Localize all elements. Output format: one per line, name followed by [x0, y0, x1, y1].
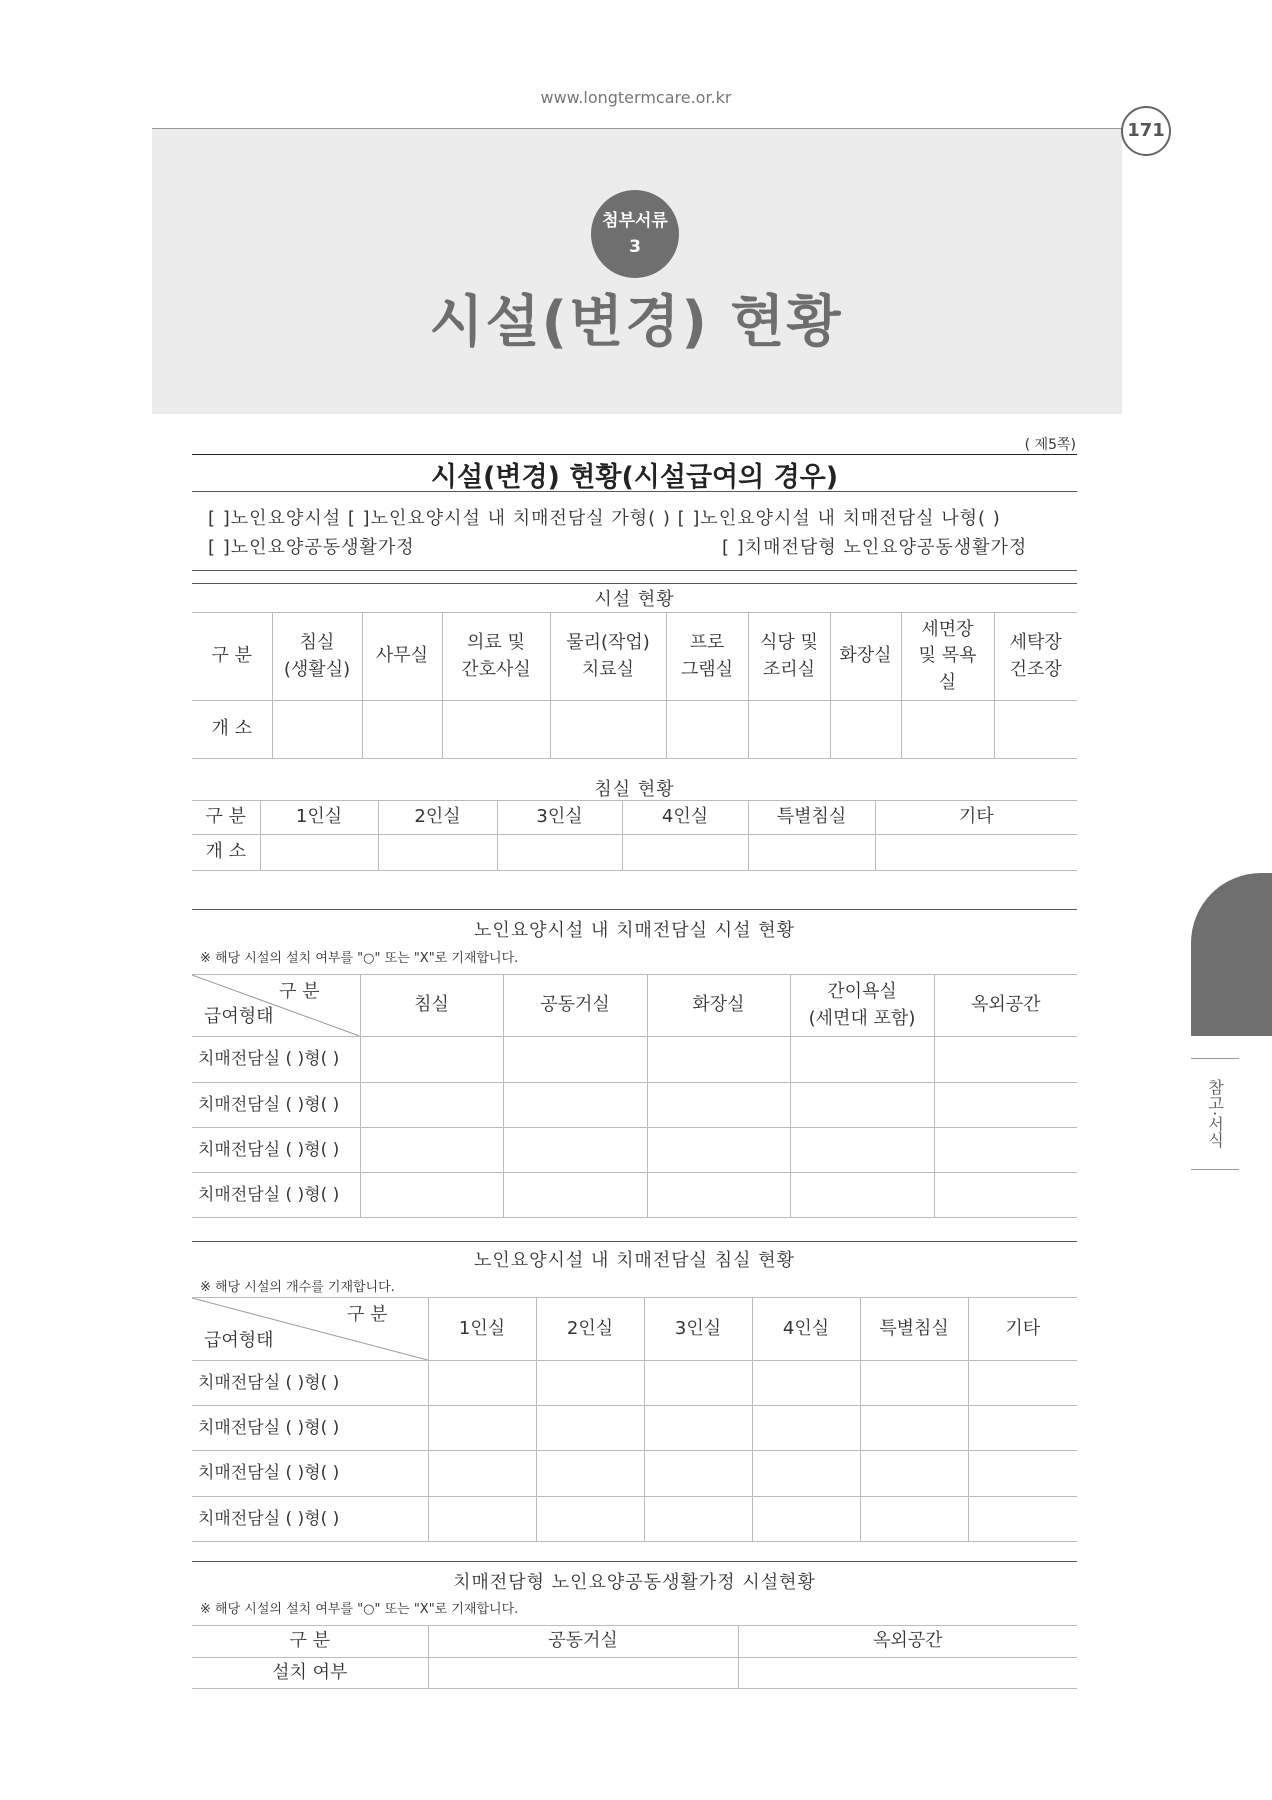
input-cell[interactable]: [536, 1497, 644, 1542]
input-cell[interactable]: [934, 1083, 1077, 1128]
dementia-facility-title: 노인요양시설 내 치매전담실 시설 현황: [473, 920, 796, 941]
col-therapy: 물리(작업) 치료실: [550, 613, 666, 701]
input-cell[interactable]: [752, 1497, 860, 1542]
row-label: 치매전담실 ( )형( ): [192, 1173, 360, 1218]
input-cell[interactable]: [738, 1658, 1077, 1689]
input-cell[interactable]: [752, 1406, 860, 1451]
col-bedroom: 침실: [360, 975, 503, 1037]
col-toilet: 화장실: [647, 975, 790, 1037]
input-cell[interactable]: [360, 1083, 503, 1128]
row-label: 치매전담실 ( )형( ): [192, 1451, 428, 1497]
input-cell[interactable]: [536, 1406, 644, 1451]
col-1person: 1인실: [260, 801, 378, 835]
col-4person: 4인실: [752, 1298, 860, 1361]
input-cell[interactable]: [647, 1128, 790, 1173]
col-category: 구 분: [192, 1626, 428, 1658]
diagonal-header: [192, 1298, 428, 1361]
col-dining: 식당 및 조리실: [748, 613, 830, 701]
input-cell[interactable]: [860, 1361, 968, 1406]
input-cell[interactable]: [503, 1128, 647, 1173]
form-page-note: ( 제5쪽): [1024, 437, 1076, 453]
input-cell[interactable]: [272, 701, 362, 759]
input-cell[interactable]: [875, 835, 1077, 871]
dementia-bedroom-title: 노인요양시설 내 치매전담실 침실 현황: [473, 1250, 796, 1271]
diag-bottom-label: 급여형태: [204, 1005, 274, 1027]
col-simple-bath: 간이욕실 (세면대 포함): [790, 975, 934, 1037]
facility-status-table: [192, 612, 1077, 759]
row-label: 치매전담실 ( )형( ): [192, 1128, 360, 1173]
attachment-badge: [591, 190, 679, 278]
input-cell[interactable]: [830, 701, 901, 759]
input-cell[interactable]: [934, 1128, 1077, 1173]
input-cell[interactable]: [428, 1406, 536, 1451]
divider: [192, 1241, 1077, 1242]
diag-bottom-label: 급여형태: [204, 1329, 274, 1351]
divider: [192, 583, 1077, 584]
divider: [192, 1561, 1077, 1562]
row-installed-label: 설치 여부: [192, 1658, 428, 1689]
row-label: 치매전담실 ( )형( ): [192, 1406, 428, 1451]
input-cell[interactable]: [428, 1451, 536, 1497]
form-title: 시설(변경) 현황(시설급여의 경우): [430, 462, 839, 493]
group-home-table: [192, 1625, 1077, 1689]
input-cell[interactable]: [644, 1451, 752, 1497]
col-office: 사무실: [362, 613, 442, 701]
input-cell[interactable]: [260, 835, 378, 871]
input-cell[interactable]: [536, 1361, 644, 1406]
input-cell[interactable]: [644, 1406, 752, 1451]
col-category: 구 분: [192, 613, 272, 701]
input-cell[interactable]: [860, 1406, 968, 1451]
dementia-facility-note: ※ 해당 시설의 설치 여부를 "○" 또는 "X"로 기재합니다.: [200, 951, 519, 966]
input-cell[interactable]: [360, 1173, 503, 1218]
input-cell[interactable]: [497, 835, 622, 871]
diagonal-header: [192, 975, 360, 1037]
input-cell[interactable]: [968, 1406, 1077, 1451]
input-cell[interactable]: [428, 1497, 536, 1542]
diag-top-label: 구 분: [279, 981, 320, 1002]
col-outdoor: 옥외공간: [738, 1626, 1077, 1658]
col-category: 구 분: [192, 801, 260, 835]
col-bedroom: 침실 (생활실): [272, 613, 362, 701]
col-3person: 3인실: [644, 1298, 752, 1361]
input-cell[interactable]: [647, 1037, 790, 1083]
row-label: 치매전담실 ( )형( ): [192, 1037, 360, 1083]
input-cell[interactable]: [968, 1451, 1077, 1497]
col-nursing: 의료 및 간호사실: [442, 613, 550, 701]
col-toilet: 화장실: [830, 613, 901, 701]
input-cell[interactable]: [860, 1451, 968, 1497]
bedroom-status-table: [192, 800, 1077, 871]
page-number: 171: [1121, 106, 1171, 156]
input-cell[interactable]: [644, 1497, 752, 1542]
input-cell[interactable]: [362, 701, 442, 759]
col-outdoor: 옥외공간: [934, 975, 1077, 1037]
input-cell[interactable]: [752, 1361, 860, 1406]
facility-type-checkboxes-1[interactable]: [ ]노인요양시설 [ ]노인요양시설 내 치매전담실 가형( ) [ ]노인요양시설 내 치매전담실 나형( ): [208, 508, 1001, 529]
input-cell[interactable]: [536, 1451, 644, 1497]
side-label: 참고·서식: [1191, 1058, 1239, 1170]
col-common-living: 공동거실: [428, 1626, 738, 1658]
input-cell[interactable]: [790, 1173, 934, 1218]
input-cell[interactable]: [994, 701, 1077, 759]
input-cell[interactable]: [666, 701, 748, 759]
col-bath: 세면장 및 목욕 실: [901, 613, 994, 701]
input-cell[interactable]: [503, 1173, 647, 1218]
col-common-living: 공동거실: [503, 975, 647, 1037]
divider: [192, 909, 1077, 910]
checkbox-dementia-group-home[interactable]: [ ]치매전담형 노인요양공동생활가정: [722, 537, 1028, 558]
input-cell[interactable]: [647, 1083, 790, 1128]
input-cell[interactable]: [748, 835, 875, 871]
badge-label: 첨부서류: [602, 211, 668, 231]
input-cell[interactable]: [360, 1037, 503, 1083]
side-tab: [1191, 873, 1272, 1036]
col-program: 프로 그램실: [666, 613, 748, 701]
dementia-bedroom-table: [192, 1297, 1077, 1542]
input-cell[interactable]: [378, 835, 497, 871]
dementia-facility-table: [192, 974, 1077, 1218]
input-cell[interactable]: [428, 1658, 738, 1689]
input-cell[interactable]: [901, 701, 994, 759]
group-home-note: ※ 해당 시설의 설치 여부를 "○" 또는 "X"로 기재합니다.: [200, 1602, 519, 1617]
checkbox-group-home[interactable]: [ ]노인요양공동생활가정: [208, 537, 415, 558]
input-cell[interactable]: [934, 1037, 1077, 1083]
input-cell[interactable]: [442, 701, 550, 759]
col-other: 기타: [875, 801, 1077, 835]
divider: [192, 570, 1077, 571]
input-cell[interactable]: [550, 701, 666, 759]
col-4person: 4인실: [622, 801, 748, 835]
input-cell[interactable]: [622, 835, 748, 871]
input-cell[interactable]: [503, 1083, 647, 1128]
group-home-title: 치매전담형 노인요양공동생활가정 시설현황: [453, 1572, 816, 1593]
row-count-label: 개 소: [192, 701, 272, 759]
row-label: 치매전담실 ( )형( ): [192, 1083, 360, 1128]
input-cell[interactable]: [790, 1037, 934, 1083]
facility-status-title: 시설 현황: [594, 589, 675, 610]
input-cell[interactable]: [860, 1497, 968, 1542]
row-count-label: 개 소: [192, 835, 260, 871]
input-cell[interactable]: [934, 1173, 1077, 1218]
col-special: 특별침실: [748, 801, 875, 835]
input-cell[interactable]: [790, 1128, 934, 1173]
input-cell[interactable]: [428, 1361, 536, 1406]
col-3person: 3인실: [497, 801, 622, 835]
input-cell[interactable]: [647, 1173, 790, 1218]
input-cell[interactable]: [790, 1083, 934, 1128]
row-label: 치매전담실 ( )형( ): [192, 1361, 428, 1406]
input-cell[interactable]: [503, 1037, 647, 1083]
diag-top-label: 구 분: [347, 1304, 388, 1325]
badge-number: 3: [629, 237, 641, 257]
input-cell[interactable]: [748, 701, 830, 759]
dementia-bedroom-note: ※ 해당 시설의 개수를 기재합니다.: [200, 1280, 395, 1295]
row-label: 치매전담실 ( )형( ): [192, 1497, 428, 1542]
col-laundry: 세탁장 건조장: [994, 613, 1077, 701]
col-2person: 2인실: [378, 801, 497, 835]
page-title: 시설(변경) 현황: [429, 290, 843, 355]
bedroom-status-title: 침실 현황: [594, 779, 675, 800]
input-cell[interactable]: [968, 1361, 1077, 1406]
input-cell[interactable]: [968, 1497, 1077, 1542]
col-special: 특별침실: [860, 1298, 968, 1361]
col-2person: 2인실: [536, 1298, 644, 1361]
divider: [192, 491, 1077, 492]
input-cell[interactable]: [752, 1451, 860, 1497]
site-url: www.longtermcare.or.kr: [540, 88, 732, 107]
col-1person: 1인실: [428, 1298, 536, 1361]
input-cell[interactable]: [360, 1128, 503, 1173]
col-other: 기타: [968, 1298, 1077, 1361]
input-cell[interactable]: [644, 1361, 752, 1406]
